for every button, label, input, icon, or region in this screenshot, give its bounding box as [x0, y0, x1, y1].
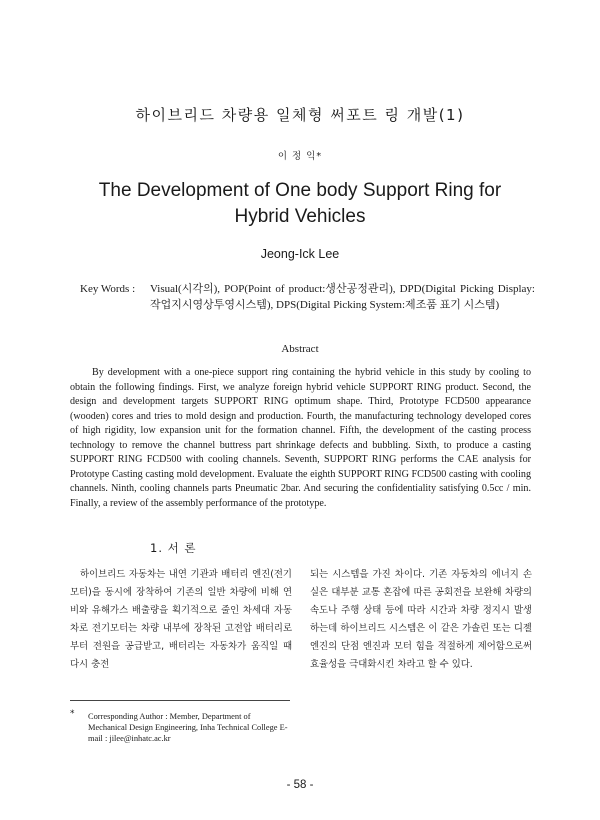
section-heading-introduction: 1. 서 론 — [150, 541, 197, 555]
footnote-divider — [70, 700, 290, 701]
footnote-text: Corresponding Author : Member, Department of Mechanical Design Engineering, Inha Technical College E-mail : jilee@inhatc.ac.kr — [88, 712, 288, 743]
page-number: - 58 - — [286, 779, 314, 791]
title-english: The Development of One body Support Ring for Hybrid Vehicles — [98, 180, 502, 227]
author-english: Jeong-Ick Lee — [260, 247, 340, 261]
keywords-text: Visual(시각의), POP(Point of product:생산공정관리), DPD(Digital Picking Display:작업지시영상투영시스템), DPS(Digital Picking System:제조품 표기 시스템) — [150, 283, 535, 311]
abstract-text: By development with a one-piece support ring containing the hybrid vehicle in this study by cooling to obtain the following findings. First, we analyze foreign hybrid vehicle SUPPORT RING product. Second, the design and development targets SUPPORT RING optimum shape. Third, Prototype FCD500 appearance (wooden) cores and tries to mold design and production. Fourth, the manufacturing technology developed cores of high rigidity, low expansion unit for the formation channel. Fifth, the development of the casting process technology to remove the channel buttress part shrinkage defects and bubbling. Sixth, to produce a casting SUPPORT RING FCD500 with cooling channels. Seventh, SUPPORT RING performs the CAE analysis for Prototype Casting casting mold development. Evaluate the eighth SUPPORT RING FCD500 casting with cooling channels. Ninth, cooling channels parts Pneumatic 2bar. And securing the confidentiality satisfying 0.5cc / min. Finally, a review of the assembly performance of the prototype. — [70, 367, 531, 509]
body-column-left: 하이브리드 자동차는 내연 기관과 배터리 엔진(전기모터)을 동시에 장착하여 기존의 일반 차량에 비해 연비와 유해가스 배출량을 획기적으로 줄인 차세대 자동차로 전기모터는 차량 내부에 장착된 고전압 배터리로부터 전원을 공급받고, 배터리는 자동차가 움직일 때 다시 충전 — [70, 569, 292, 670]
keywords-label: Key Words : — [80, 283, 136, 295]
author-korean: 이 정 익* — [277, 151, 323, 162]
footnote-mark: * — [70, 709, 75, 719]
title-korean: 하이브리드 차량용 일체형 써포트 링 개발(1) — [135, 106, 465, 124]
abstract-title: Abstract — [281, 343, 319, 355]
body-column-right: 되는 시스템을 가진 차이다. 기존 자동차의 에너지 손실은 대부분 교통 혼잡에 따른 공회전을 보완해 차량의 속도나 주행 상태 등에 따라 시간과 차량 정지시 발생하는데 하이브리드 시스템은 이 같은 가솔린 또는 디젤 엔진의 단점 엔진과 모터 힘을 적절하게 제어함으로써 효율성을 극대화시킨 차라고 할 수 있다. — [310, 569, 532, 670]
